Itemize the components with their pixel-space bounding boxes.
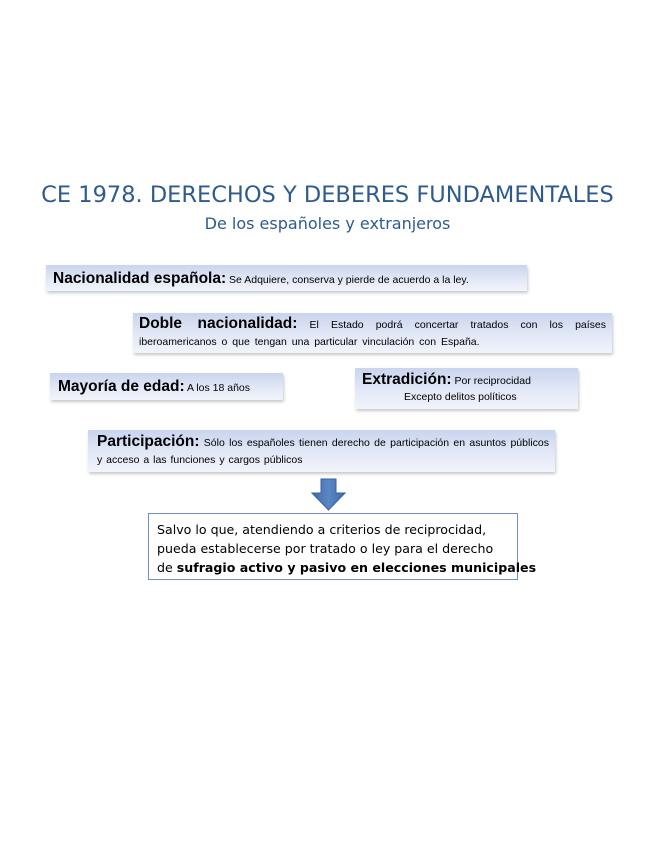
extradicion-card xyxy=(355,368,578,409)
participacion-heading: Participación: xyxy=(97,433,200,450)
participacion-card xyxy=(88,430,555,472)
doble-nacionalidad-card xyxy=(133,313,612,353)
note-line-3-prefix: de xyxy=(157,560,177,575)
doble-nacionalidad-heading: Doble nacionalidad: xyxy=(139,315,298,332)
page-subtitle: De los españoles y extranjeros xyxy=(204,214,451,233)
nacionalidad-text: Se Adquiere, conserva y pierde de acuerdo a la ley. xyxy=(226,274,469,286)
participacion-text: Sólo los españoles tienen derecho de participación en asuntos públicos y acceso a las funciones y cargos públicos xyxy=(97,437,549,466)
mayoria-edad-heading: Mayoría de edad: xyxy=(58,378,185,395)
note-line-1: Salvo lo que, atendiendo a criterios de reciprocidad, xyxy=(157,522,487,537)
note-line-3-bold: sufragio activo y pasivo en elecciones municipales xyxy=(176,560,537,575)
doble-nacionalidad-text: El Estado podrá concertar tratados con los países iberoamericanos o que tengan una particular vinculación con España. xyxy=(139,319,606,348)
extradicion-text: Por reciprocidad xyxy=(451,375,531,387)
nacionalidad-heading: Nacionalidad española: xyxy=(53,270,227,287)
nacionalidad-card xyxy=(46,265,527,291)
page-title: CE 1978. DERECHOS Y DEBERES FUNDAMENTALES xyxy=(41,182,614,208)
extradicion-heading: Extradición: xyxy=(362,371,452,388)
extradicion-text-2: Excepto delitos políticos xyxy=(404,391,517,403)
mayoria-edad-text: A los 18 años xyxy=(184,382,251,394)
down-arrow-icon xyxy=(311,478,346,511)
mayoria-edad-card xyxy=(50,373,283,400)
note-line-3 xyxy=(157,558,537,577)
note-line-2: pueda establecerse por tratado o ley para el derecho xyxy=(157,541,494,556)
sufragio-note-box xyxy=(148,513,537,580)
